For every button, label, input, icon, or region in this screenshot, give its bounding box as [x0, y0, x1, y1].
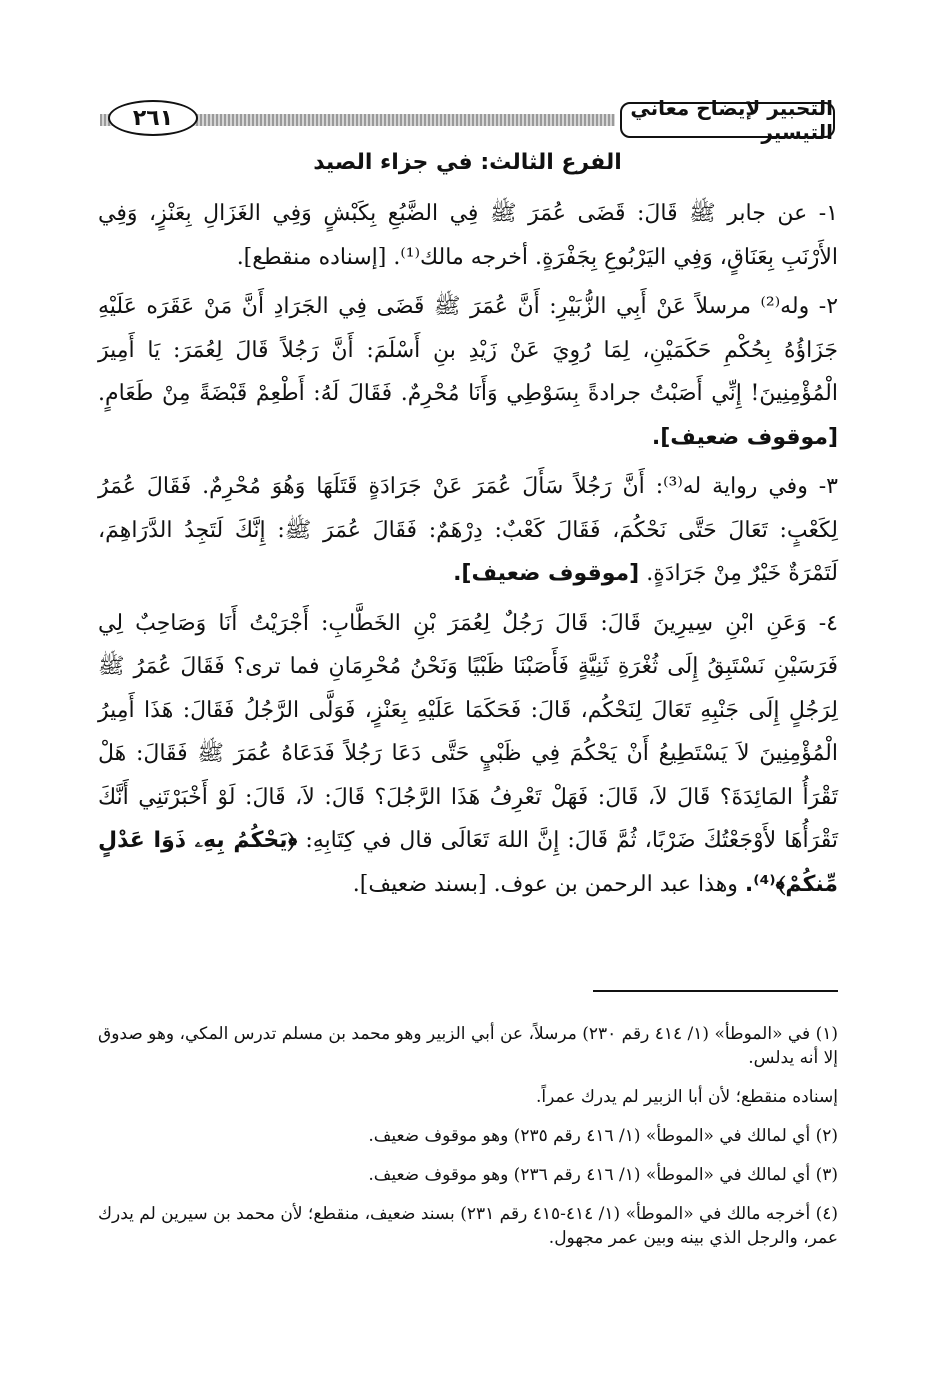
paragraph-text: ١- عن جابر ﷺ قَالَ: قَضَى عُمَرَ ﷺ فِي الضَّبُعِ بِكَبْشٍ وَفِي الغَزَالِ بِعَنْزٍ، وَفِي الأَرْنَبِ بِعَنَاقٍ، وَفِي اليَرْبُوعِ بِجَفْرَةٍ. أخرجه مالك⁽¹⁾.	[98, 201, 838, 270]
footnote-3: (٣) أي لمالك في «الموطأ» (١/ ٤١٦ رقم ٢٣٦) وهو موقوف ضعيف.	[368, 1165, 838, 1185]
footnote-divider	[593, 990, 838, 992]
grade-label: [إسناده منقطع].	[236, 244, 387, 270]
footnote-2: (٢) أي لمالك في «الموطأ» (١/ ٤١٦ رقم ٢٣٥) وهو موقوف ضعيف.	[368, 1126, 838, 1146]
page-number: ٢٦١	[108, 100, 198, 136]
main-text	[98, 192, 838, 906]
grade-label: [بسند ضعيف].	[352, 871, 487, 897]
quran-quote: ﴿يَحْكُمُ بِهِۦ ذَوَا عَدْلٍ مِّنكُمْ﴾⁽⁴⁾.	[98, 828, 838, 897]
grade-label: [موقوف ضعيف].	[651, 424, 838, 450]
paragraph-text: ٢- وله⁽²⁾ مرسلاً عَنْ أَبِي الزُّبَيْرِ: أَنَّ عُمَرَ ﷺ قَضَى فِي الجَرَادِ أَنَّ مَنْ عَقَرَه عَلَيْهِ جَزَاؤُهُ بِحُكْمِ حَكَمَيْنِ، لِمَا رُوِيَ عَنْ زَيْدِ بنِ أَسْلَمَ: أَنَّ رَجُلاً قَالَ لِعُمَرَ: يَا أَمِيرَ الْمُؤْمِنِينَ! إِنِّي أَصَبْتُ جرادةً بِسَوْطِي وَأَنَا مُحْرِمٌ. فَقَالَ لَهُ: أَطْعِمْ قَبْضَةً مِنْ طَعَامٍ.	[98, 294, 839, 406]
grade-label: [موقوف ضعيف].	[453, 561, 640, 586]
page-header	[100, 96, 835, 144]
section-heading: الفرع الثالث: في جزاء الصيد	[313, 150, 622, 175]
footnote-1: (١) في «الموطأ» (١/ ٤١٤ رقم ٢٣٠) مرسلاً، عن أبي الزبير وهو محمد بن مسلم تدرس المكي، وهو صدوق إلا أنه يدلس.	[98, 1024, 838, 1068]
paragraph-text: ٣- وفي رواية له⁽³⁾: أَنَّ رَجُلاً سَأَلَ عُمَرَ عَنْ جَرَادَةٍ قَتَلَهَا وَهُوَ مُحْرِمٌ. فَقَالَ عُمَرُ لِكَعْبٍ: تَعَالَ حَتَّى نَحْكُمَ، فَقَالَ كَعْبٌ: دِرْهَمٌ: فَقَالَ عُمَرَ ﷺ: إِنَّكَ لَتَجِدُ الدَّرَاهِمَ، لَتَمْرَةٌ خَيْرٌ مِنْ جَرَادَةٍ.	[98, 474, 838, 586]
paragraph-2	[98, 285, 838, 459]
paragraph-3	[98, 465, 838, 596]
footnotes	[98, 1022, 838, 1265]
paragraph-tail: وهذا عبد الرحمن بن عوف.	[493, 871, 738, 897]
footnote-1-note: إسناده منقطع؛ لأن أبا الزبير لم يدرك عمراً.	[536, 1087, 838, 1107]
paragraph-text: ٤- وَعَنِ ابْنِ سِيرِينَ قَالَ: قَالَ رَجُلٌ لِعُمَرَ بْنِ الخَطَّابِ: أَجْرَيْتُ أَنَا وَصَاحِبٌ لِي فَرَسَيْنِ نَسْتَبِقُ إِلَى ثُغْرَةِ ثَنِيَّةٍ فَأَصَبْنَا ظَبْيًا وَنَحْنُ مُحْرِمَانِ فما ترى؟ فَقَالَ عُمَرُ ﷺ لِرَجُلٍ إِلَى جَنْبِهِ تَعَالَ لِنَحْكُم، قَالَ: فَحَكَمَا عَلَيْهِ بِعَنْزٍ، فَوَلَّى الرَّجُلُ فَقَالَ: هَذَا أَمِيرُ الْمُؤْمِنِينَ لاَ يَسْتَطِيعُ أَنْ يَحْكُمَ فِي ظَبْيٍ حَتَّى دَعَا رَجُلاً فَدَعَاهُ عُمَرَ ﷺ فَقَالَ: هَلْ تَقْرَأُ المَائِدَةَ؟ قَالَ لاَ، قَالَ: فَهَلْ تَعْرِفُ هَذَا الرَّجُلَ؟ قَالَ: لاَ، قَالَ: لَوْ أَخْبَرْتَنِي أَنَّكَ تَقْرَأُهَا لأَوْجَعْتُكَ ضَرْبًا، ثُمَّ قَالَ: إِنَّ اللهَ تَعَالَى قال في كِتَابِهِ:	[98, 610, 838, 853]
paragraph-1	[98, 192, 838, 279]
footnote-4: (٤) أخرجه مالك في «الموطأ» (١/ ٤١٤-٤١٥ رقم ٢٣١) بسند ضعيف، منقطع؛ لأن محمد بن سيرين لم يدرك عمر، والرجل الذي بينه وبين عمر مجهول.	[98, 1204, 838, 1248]
paragraph-4	[98, 602, 838, 907]
book-title: التحبير لإيضاح معاني التيسير	[620, 102, 835, 138]
